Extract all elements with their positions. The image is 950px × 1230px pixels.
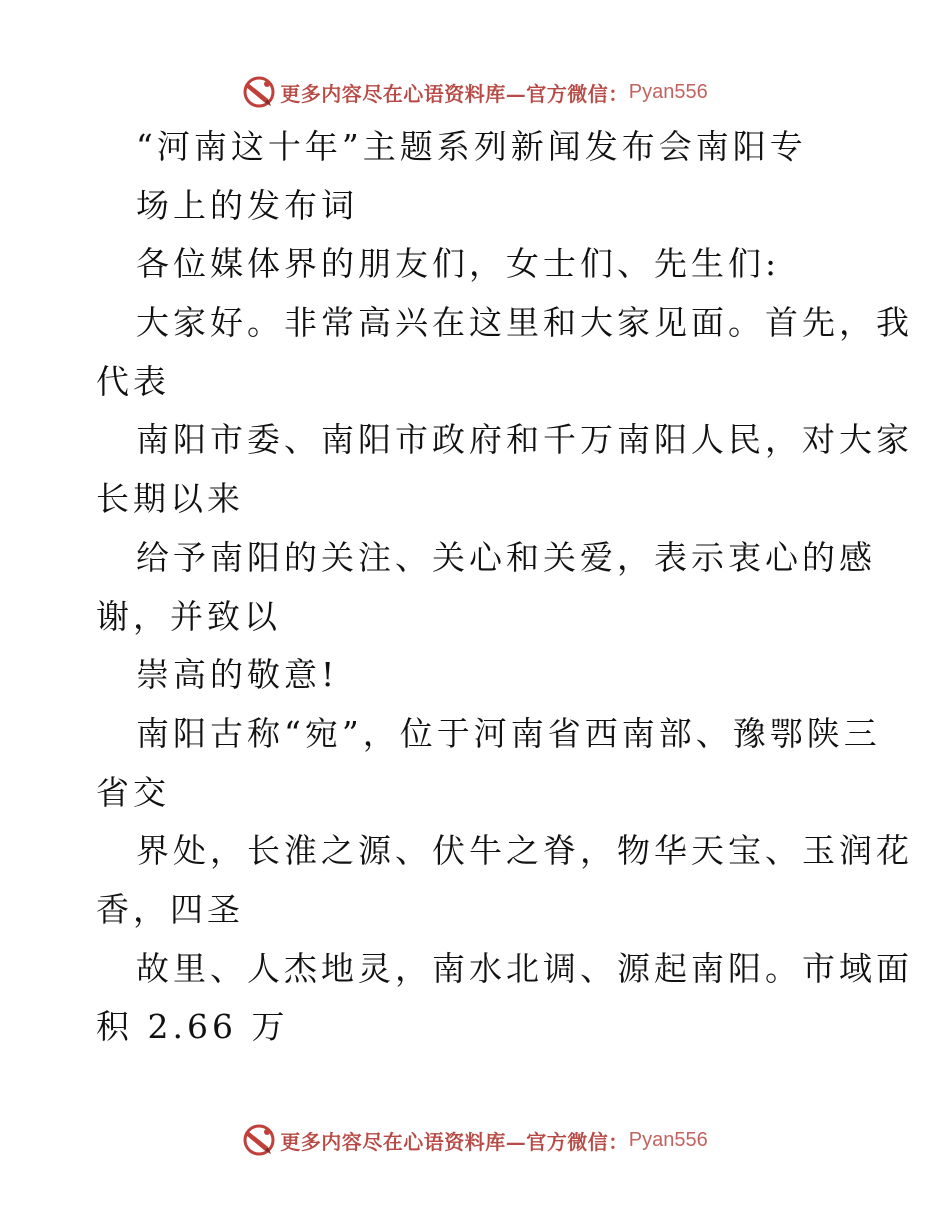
document-line: 各位媒体界的朋友们，女士们、先生们: (136, 244, 781, 284)
document-line: 给予南阳的关注、关心和关爱，表示衷心的感 (136, 537, 876, 577)
document-line: 故里、人杰地灵，南水北调、源起南阳。市域面 (136, 948, 913, 988)
document-line: 崇高的敬意! (136, 655, 339, 695)
footer-wechat-id: Pyan556 (628, 1128, 708, 1151)
document-line: 省交 (96, 772, 170, 812)
document-line: 场上的发布词 (136, 185, 358, 225)
header-banner (0, 70, 950, 114)
document-body (96, 118, 913, 1057)
document-line: 南阳市委、南阳市政府和千万南阳人民，对大家 (136, 420, 913, 460)
pen-in-circle-logo-icon (242, 75, 276, 109)
footer-banner-text: 更多内容尽在心语资料库—官方微信： (280, 1129, 629, 1154)
document-line: 界处，长淮之源、伏牛之脊，物华天宝、玉润花 (136, 831, 913, 871)
document-line: 代表 (96, 361, 170, 401)
document-line: 长期以来 (96, 479, 244, 519)
document-line: 积 2.66 万 (96, 1007, 289, 1047)
document-line: 谢，并致以 (96, 596, 281, 636)
footer-banner (0, 1118, 950, 1162)
header-banner-text: 更多内容尽在心语资料库—官方微信： (280, 81, 629, 106)
document-line: 大家好。非常高兴在这里和大家见面。首先，我 (136, 303, 913, 343)
header-wechat-id: Pyan556 (628, 80, 708, 103)
document-line: 香，四圣 (96, 889, 244, 929)
document-line: “河南这十年”主题系列新闻发布会南阳专 (136, 127, 807, 166)
document-line: 南阳古称“宛”，位于河南省西南部、豫鄂陕三 (136, 713, 881, 753)
pen-in-circle-logo-icon (242, 1123, 276, 1157)
